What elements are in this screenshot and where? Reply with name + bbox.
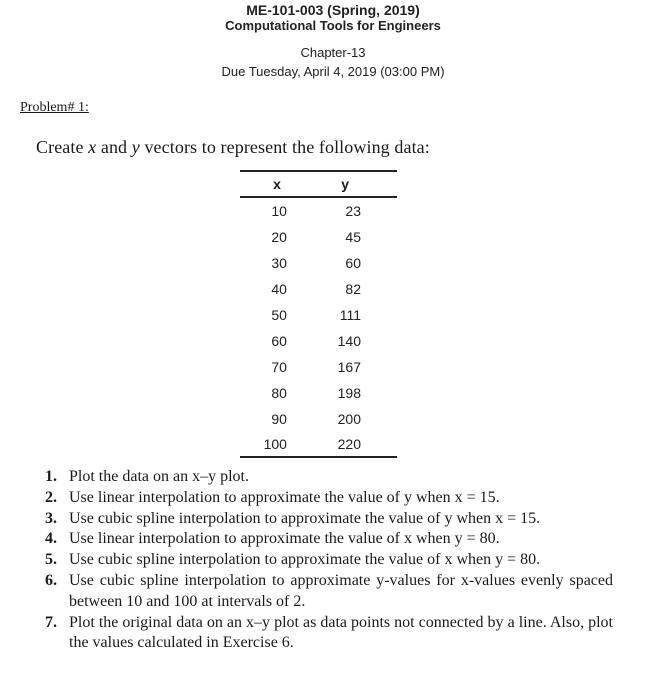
- exercise-item: [38, 613, 613, 655]
- exercise-number: 4.: [45, 530, 57, 548]
- exercise-text: Use linear interpolation to approximate the value of y when x = 15.: [69, 488, 500, 506]
- prompt-var-x: x: [88, 137, 97, 157]
- table-row: [240, 250, 397, 276]
- exercise-item: [38, 571, 613, 613]
- column-header-y: y: [299, 171, 397, 197]
- cell-y: 200: [337, 411, 361, 427]
- due-date: Due Tuesday, April 4, 2019 (03:00 PM): [221, 64, 445, 79]
- cell-y: 140: [337, 333, 361, 349]
- exercise-number: 1.: [45, 468, 57, 485]
- table-row: [240, 224, 397, 250]
- column-header-x: x: [240, 171, 299, 197]
- cell-y: 60: [345, 255, 361, 271]
- table-row: [240, 302, 397, 328]
- cell-y: 220: [299, 432, 397, 457]
- exercise-number: 3.: [45, 509, 57, 527]
- exercise-text: Use linear interpolation to approximate the value of x when y = 80.: [69, 530, 500, 548]
- data-table: [240, 170, 397, 458]
- exercise-number: 2.: [45, 488, 57, 506]
- table-row: [240, 276, 397, 302]
- exercise-number: 6.: [45, 571, 57, 589]
- table-header-row: [240, 171, 397, 197]
- exercise-item: [38, 550, 613, 571]
- prompt-text-before: Create: [36, 137, 89, 157]
- exercise-text: Use cubic spline interpolation to approximate y-values for x-values evenly spaced between 10 and 100 at intervals of 2.: [69, 571, 613, 610]
- exercise-text: Use cubic spline interpolation to approximate the value of x when y = 80.: [69, 551, 541, 569]
- exercise-item: [38, 467, 613, 488]
- cell-x: 80: [271, 385, 287, 401]
- exercise-number: 5.: [45, 551, 57, 569]
- exercise-text: Use cubic spline interpolation to approximate the value of y when x = 15.: [69, 509, 541, 527]
- problem-label: Problem# 1:: [20, 100, 89, 115]
- cell-x: 100: [240, 432, 299, 457]
- cell-x: 60: [271, 333, 287, 349]
- table-row: [240, 406, 397, 432]
- exercise-number: 7.: [45, 613, 57, 631]
- prompt-text-mid: and: [96, 137, 132, 157]
- cell-x: 10: [271, 203, 287, 219]
- cell-x: 30: [271, 255, 287, 271]
- table-row: [240, 354, 397, 380]
- cell-y: 82: [345, 281, 361, 297]
- table-row: [240, 328, 397, 354]
- cell-x: 40: [271, 281, 287, 297]
- cell-y: 167: [337, 359, 361, 375]
- exercise-text: Plot the data on an x–y plot.: [69, 468, 249, 485]
- exercise-item: [38, 529, 613, 550]
- exercise-text: Plot the original data on an x–y plot as data points not connected by a line. Also, plot the values calculated in Exercise 6.: [69, 613, 613, 652]
- cell-x: 90: [271, 411, 287, 427]
- prompt-var-y: y: [131, 137, 140, 157]
- table-row: [240, 432, 397, 457]
- exercise-list: [38, 467, 613, 654]
- problem-prompt: [36, 137, 430, 158]
- cell-x: 50: [271, 307, 287, 323]
- cell-y: 198: [337, 385, 361, 401]
- cell-y: 111: [339, 307, 361, 323]
- course-title: ME-101-003 (Spring, 2019): [246, 2, 420, 18]
- prompt-text-after: vectors to represent the following data:: [139, 137, 430, 157]
- exercise-item: [38, 509, 613, 530]
- table-row: [240, 197, 397, 224]
- chapter-label: Chapter-13: [300, 45, 366, 60]
- exercise-item: [38, 488, 613, 509]
- cell-x: 20: [271, 229, 287, 245]
- cell-y: 45: [345, 229, 361, 245]
- cell-x: 70: [271, 359, 287, 375]
- course-subtitle: Computational Tools for Engineers: [225, 18, 441, 33]
- table-body: [240, 197, 397, 457]
- cell-y: 23: [345, 203, 361, 219]
- table-row: [240, 380, 397, 406]
